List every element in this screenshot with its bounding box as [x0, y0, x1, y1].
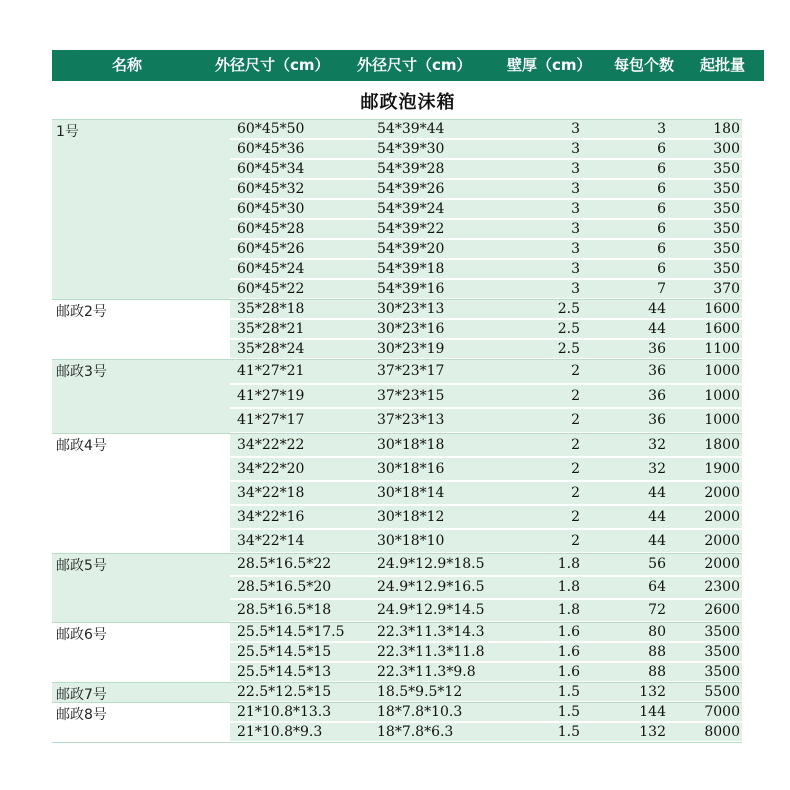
wall-thickness-cell: 1.5 — [557, 683, 580, 700]
pack-count-cell: 36 — [648, 387, 666, 404]
inner-size-cell: 18*7.8*6.3 — [377, 723, 454, 740]
outer-size-cell: 60*45*28 — [237, 221, 305, 237]
inner-size-cell: 54*39*24 — [377, 201, 445, 217]
wall-thickness-cell: 2 — [571, 363, 580, 379]
wall-thickness-cell: 1.8 — [557, 578, 580, 595]
min-order-cell: 350 — [713, 181, 740, 197]
min-order-cell: 350 — [713, 161, 740, 177]
min-order-cell: 1100 — [704, 341, 740, 357]
outer-size-cell: 34*22*16 — [237, 508, 305, 525]
min-order-cell: 350 — [713, 201, 740, 217]
inner-size-cell: 54*39*28 — [377, 161, 445, 177]
outer-size-cell: 60*45*34 — [237, 161, 305, 177]
min-order-cell: 2000 — [704, 532, 740, 549]
inner-size-cell: 54*39*26 — [377, 181, 445, 197]
pack-count-cell: 44 — [648, 484, 666, 501]
min-order-cell: 2300 — [704, 578, 740, 595]
outer-size-cell: 25.5*14.5*15 — [237, 643, 332, 660]
wall-thickness-cell: 1.6 — [557, 663, 580, 680]
group-name: 邮政4号 — [56, 437, 107, 454]
table-row — [230, 200, 742, 220]
pack-count-cell: 6 — [657, 161, 666, 177]
table-row — [230, 434, 742, 458]
outer-size-cell: 28.5*16.5*18 — [237, 601, 332, 618]
table-row — [230, 300, 742, 320]
table-bottom-border — [52, 742, 742, 743]
outer-size-cell: 60*45*32 — [237, 181, 305, 197]
inner-size-cell: 37*23*17 — [377, 363, 445, 379]
wall-thickness-cell: 3 — [571, 281, 580, 297]
table-row — [230, 600, 742, 623]
group-name: 邮政3号 — [56, 364, 107, 380]
outer-size-cell: 21*10.8*9.3 — [237, 723, 323, 740]
group-name: 1号 — [56, 124, 79, 140]
inner-size-cell: 24.9*12.9*14.5 — [377, 601, 485, 618]
outer-size-cell: 60*45*24 — [237, 261, 305, 277]
header-name: 名称 — [112, 56, 143, 74]
inner-size-cell: 37*23*15 — [377, 387, 445, 404]
min-order-cell: 2000 — [704, 484, 740, 501]
table-row — [230, 180, 742, 200]
pack-count-cell: 56 — [648, 555, 666, 572]
min-order-cell: 1000 — [704, 363, 740, 379]
wall-thickness-cell: 1.6 — [557, 623, 580, 640]
wall-thickness-cell: 2 — [571, 436, 580, 453]
pack-count-cell: 88 — [648, 663, 666, 680]
wall-thickness-cell: 2 — [571, 484, 580, 501]
min-order-cell: 370 — [713, 281, 740, 297]
wall-thickness-cell: 3 — [571, 241, 580, 257]
min-order-cell: 1800 — [704, 436, 740, 453]
group-name-cell — [52, 434, 230, 554]
outer-size-cell: 60*45*50 — [237, 121, 305, 137]
min-order-cell: 7000 — [704, 703, 740, 720]
inner-size-cell: 54*39*20 — [377, 241, 445, 257]
inner-size-cell: 22.3*11.3*14.3 — [377, 623, 485, 640]
wall-thickness-cell: 3 — [571, 261, 580, 277]
wall-thickness-cell: 2 — [571, 460, 580, 477]
pack-count-cell: 80 — [648, 623, 666, 640]
table-row — [230, 320, 742, 340]
wall-thickness-cell: 3 — [571, 201, 580, 217]
pack-count-cell: 144 — [639, 703, 666, 720]
pack-count-cell: 6 — [657, 261, 666, 277]
pack-count-cell: 132 — [639, 683, 666, 700]
inner-size-cell: 22.3*11.3*11.8 — [377, 643, 485, 660]
table-header — [52, 50, 764, 81]
min-order-cell: 8000 — [704, 723, 740, 740]
table-row — [230, 360, 742, 385]
table-row — [230, 482, 742, 506]
table-row — [230, 220, 742, 240]
outer-size-cell: 25.5*14.5*17.5 — [237, 623, 345, 640]
group-name-cell — [52, 554, 230, 623]
wall-thickness-cell: 1.6 — [557, 643, 580, 660]
table-row — [230, 663, 742, 683]
table-row — [230, 260, 742, 280]
outer-size-cell: 41*27*19 — [237, 387, 305, 404]
header-inner-size: 外径尺寸（cm） — [357, 56, 472, 74]
group-name-cell — [52, 703, 230, 743]
pack-count-cell: 132 — [639, 723, 666, 740]
min-order-cell: 180 — [713, 121, 740, 137]
table-row — [230, 554, 742, 577]
min-order-cell: 3500 — [704, 643, 740, 660]
inner-size-cell: 24.9*12.9*18.5 — [377, 555, 485, 572]
header-pack-count: 每包个数 — [614, 56, 675, 74]
outer-size-cell: 60*45*26 — [237, 241, 305, 257]
wall-thickness-cell: 1.5 — [557, 723, 580, 740]
min-order-cell: 350 — [713, 241, 740, 257]
min-order-cell: 5500 — [704, 683, 740, 700]
pack-count-cell: 36 — [648, 412, 666, 428]
pack-count-cell: 36 — [648, 363, 666, 379]
outer-size-cell: 60*45*36 — [237, 141, 305, 157]
outer-size-cell: 60*45*22 — [237, 281, 305, 297]
inner-size-cell: 30*23*19 — [377, 341, 445, 357]
group-name: 邮政7号 — [56, 686, 107, 703]
table-row — [230, 409, 742, 434]
table-row — [230, 240, 742, 260]
pack-count-cell: 3 — [657, 121, 666, 137]
table-row — [230, 140, 742, 160]
group-name-cell — [52, 623, 230, 683]
wall-thickness-cell: 3 — [571, 121, 580, 137]
pack-count-cell: 44 — [648, 508, 666, 525]
outer-size-cell: 34*22*20 — [237, 460, 305, 477]
min-order-cell: 1900 — [704, 460, 740, 477]
outer-size-cell: 35*28*18 — [237, 301, 305, 317]
inner-size-cell: 54*39*30 — [377, 141, 445, 157]
group-name: 邮政5号 — [56, 557, 107, 574]
table-row — [230, 506, 742, 530]
product-group — [52, 622, 742, 683]
table-row — [230, 120, 742, 140]
group-name: 邮政6号 — [56, 626, 107, 643]
wall-thickness-cell: 2 — [571, 412, 580, 428]
min-order-cell: 1000 — [704, 412, 740, 428]
outer-size-cell: 34*22*14 — [237, 532, 305, 549]
pack-count-cell: 6 — [657, 221, 666, 237]
pack-count-cell: 6 — [657, 201, 666, 217]
wall-thickness-cell: 2.5 — [557, 341, 580, 357]
product-group — [52, 702, 742, 743]
outer-size-cell: 60*45*30 — [237, 201, 305, 217]
wall-thickness-cell: 3 — [571, 181, 580, 197]
table-row — [230, 723, 742, 743]
min-order-cell: 1600 — [704, 321, 740, 337]
wall-thickness-cell: 2 — [571, 508, 580, 525]
inner-size-cell: 37*23*13 — [377, 412, 445, 428]
pack-count-cell: 44 — [648, 532, 666, 549]
min-order-cell: 2600 — [704, 601, 740, 618]
inner-size-cell: 54*39*22 — [377, 221, 445, 237]
pack-count-cell: 88 — [648, 643, 666, 660]
wall-thickness-cell: 2.5 — [557, 321, 580, 337]
min-order-cell: 3500 — [704, 623, 740, 640]
inner-size-cell: 30*18*18 — [377, 436, 445, 453]
group-name-cell — [52, 300, 230, 360]
group-name-cell — [52, 120, 230, 300]
product-group — [52, 359, 742, 434]
table-row — [230, 280, 742, 300]
wall-thickness-cell: 2 — [571, 387, 580, 404]
table-row — [230, 340, 742, 360]
inner-size-cell: 54*39*16 — [377, 281, 445, 297]
table-row — [230, 683, 742, 703]
table-row — [230, 703, 742, 723]
inner-size-cell: 30*18*16 — [377, 460, 445, 477]
inner-size-cell: 54*39*44 — [377, 121, 445, 137]
min-order-cell: 1600 — [704, 301, 740, 317]
table-row — [230, 643, 742, 663]
outer-size-cell: 28.5*16.5*22 — [237, 555, 332, 572]
min-order-cell: 1000 — [704, 387, 740, 404]
pack-count-cell: 6 — [657, 241, 666, 257]
pack-count-cell: 32 — [648, 436, 666, 453]
wall-thickness-cell: 3 — [571, 161, 580, 177]
table-row — [230, 160, 742, 180]
inner-size-cell: 30*18*10 — [377, 532, 445, 549]
table-row — [230, 458, 742, 482]
table-row — [230, 530, 742, 554]
group-name-cell — [52, 683, 230, 703]
product-group — [52, 682, 742, 703]
wall-thickness-cell: 1.8 — [557, 555, 580, 572]
product-group — [52, 119, 742, 300]
min-order-cell: 350 — [713, 221, 740, 237]
outer-size-cell: 41*27*17 — [237, 412, 305, 428]
table-row — [230, 577, 742, 600]
pack-count-cell: 32 — [648, 460, 666, 477]
outer-size-cell: 21*10.8*13.3 — [237, 703, 332, 720]
outer-size-cell: 34*22*18 — [237, 484, 305, 501]
min-order-cell: 350 — [713, 261, 740, 277]
table-row — [230, 385, 742, 410]
outer-size-cell: 35*28*21 — [237, 321, 305, 337]
outer-size-cell: 41*27*21 — [237, 363, 305, 379]
header-min-order: 起批量 — [700, 56, 746, 74]
min-order-cell: 300 — [713, 141, 740, 157]
pack-count-cell: 44 — [648, 301, 666, 317]
wall-thickness-cell: 1.5 — [557, 703, 580, 720]
inner-size-cell: 18*7.8*10.3 — [377, 703, 463, 720]
product-group — [52, 299, 742, 360]
min-order-cell: 3500 — [704, 663, 740, 680]
wall-thickness-cell: 2 — [571, 532, 580, 549]
pack-count-cell: 7 — [657, 281, 666, 297]
pack-count-cell: 36 — [648, 341, 666, 357]
min-order-cell: 2000 — [704, 508, 740, 525]
page-title: 邮政泡沫箱 — [360, 92, 456, 113]
product-group — [52, 553, 742, 623]
header-outer-size: 外径尺寸（cm） — [215, 56, 330, 74]
inner-size-cell: 18.5*9.5*12 — [377, 683, 463, 700]
group-name: 邮政8号 — [56, 706, 107, 723]
inner-size-cell: 54*39*18 — [377, 261, 445, 277]
table-row — [230, 623, 742, 643]
wall-thickness-cell: 3 — [571, 141, 580, 157]
inner-size-cell: 22.3*11.3*9.8 — [377, 663, 476, 680]
pack-count-cell: 72 — [648, 601, 666, 618]
header-wall-thickness: 壁厚（cm） — [507, 56, 592, 74]
inner-size-cell: 30*23*16 — [377, 321, 445, 337]
group-name: 邮政2号 — [56, 304, 107, 320]
pack-count-cell: 64 — [648, 578, 666, 595]
pack-count-cell: 44 — [648, 321, 666, 337]
inner-size-cell: 30*23*13 — [377, 301, 445, 317]
product-group — [52, 433, 742, 554]
outer-size-cell: 35*28*24 — [237, 341, 305, 357]
group-name-cell — [52, 360, 230, 434]
inner-size-cell: 30*18*12 — [377, 508, 445, 525]
wall-thickness-cell: 3 — [571, 221, 580, 237]
pack-count-cell: 6 — [657, 141, 666, 157]
outer-size-cell: 25.5*14.5*13 — [237, 663, 332, 680]
outer-size-cell: 34*22*22 — [237, 436, 305, 453]
wall-thickness-cell: 2.5 — [557, 301, 580, 317]
outer-size-cell: 28.5*16.5*20 — [237, 578, 332, 595]
wall-thickness-cell: 1.8 — [557, 601, 580, 618]
pack-count-cell: 6 — [657, 181, 666, 197]
outer-size-cell: 22.5*12.5*15 — [237, 683, 332, 700]
inner-size-cell: 24.9*12.9*16.5 — [377, 578, 485, 595]
inner-size-cell: 30*18*14 — [377, 484, 445, 501]
min-order-cell: 2000 — [704, 555, 740, 572]
